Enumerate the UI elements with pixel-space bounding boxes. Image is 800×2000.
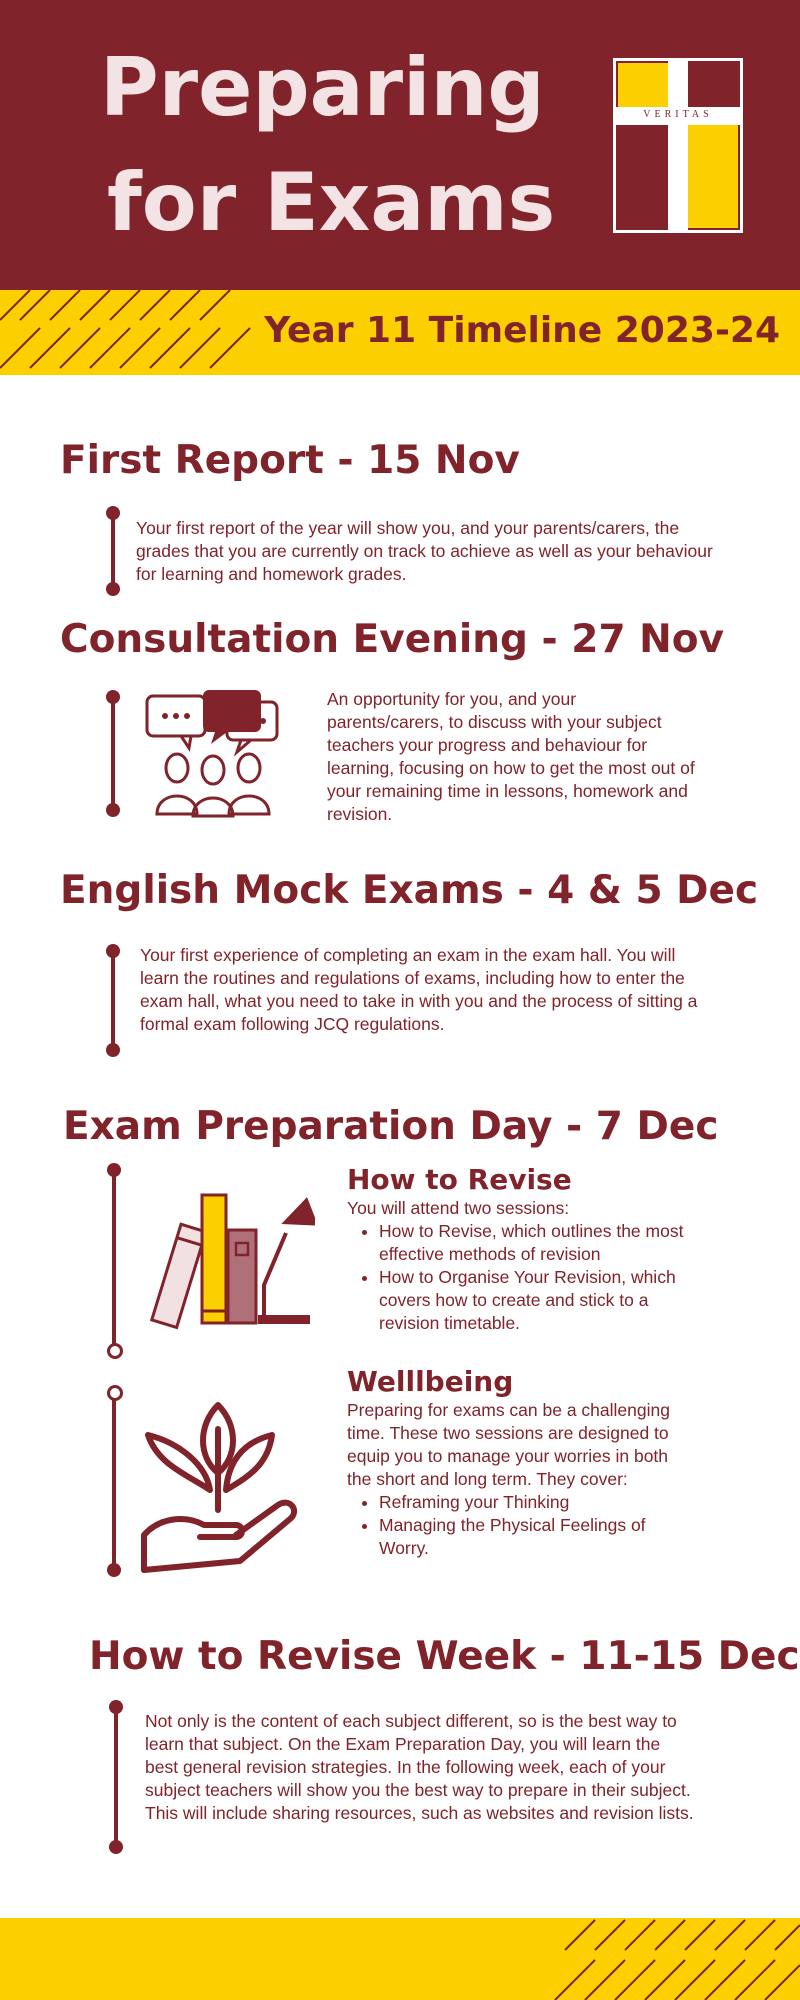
bullet-list [347,1220,702,1335]
timeline-subtitle: Year 11 Timeline 2023-24 [264,310,780,351]
subheading-wellbeing: Welllbeing [347,1365,514,1398]
block-intro: Preparing for exams can be a challenging time. These two sessions are designed to equip you to manage your worries in both the short and long term. They cover: [347,1400,670,1489]
block-body-how-to-revise [347,1197,702,1335]
timeline-dot [109,1700,123,1714]
list-item: • Reframing your Thinking [379,1491,677,1514]
parents-meeting-icon [145,688,285,818]
bullet-list [347,1491,677,1560]
diagonal-stripes-decoration [0,290,260,375]
timeline-line [112,1392,116,1572]
timeline-hollow-dot [107,1343,123,1359]
timeline-dot [106,944,120,958]
school-crest-logo [613,58,743,233]
section-body-english-mock: Your first experience of completing an exam in the exam hall. You will learn the routines and regulations of exams, including how to enter the exam hall, what you need to take in with you and the process of sitting a formal exam following JCQ regulations. [140,945,698,1034]
page-title-line2: for Exams [107,156,556,249]
section-body-consultation: An opportunity for you, and your parents/carers, to discuss with your subject teachers your progress and behaviour for learning, focusing on how to get the most out of your remaining time in lessons, homework and revision. [327,689,695,824]
timeline-line [111,512,115,588]
timeline-line [111,697,115,809]
timeline-line [112,1170,116,1350]
block-intro: You will attend two sessions: [347,1198,570,1218]
crest-text: VERITAS [643,109,713,120]
section-heading-exam-prep-day: Exam Preparation Day - 7 Dec [63,1104,719,1149]
timeline-hollow-dot [107,1385,123,1401]
hand-plant-icon [140,1385,310,1575]
books-lamp-icon [140,1185,315,1330]
section-heading-first-report: First Report - 15 Nov [60,438,520,483]
timeline-dot [106,582,120,596]
timeline-line [111,950,115,1050]
footer-band [0,1918,800,2000]
timeline-dot [109,1840,123,1854]
section-heading-english-mock: English Mock Exams - 4 & 5 Dec [60,868,759,913]
header-banner [0,0,800,290]
block-body-wellbeing [347,1399,677,1560]
timeline-dot [106,1043,120,1057]
list-item: • How to Revise, which outlines the most effective methods of revision [379,1220,702,1266]
list-item: • How to Organise Your Revision, which covers how to create and stick to a revision timetable. [379,1266,702,1335]
timeline-dot [106,690,120,704]
timeline-dot [106,506,120,520]
page-title-line1: Preparing [100,41,545,134]
section-body-revise-week: Not only is the content of each subject different, so is the best way to learn that subject. On the Exam Preparation Day, you will learn the best general revision strategies. In the following week, each of your subject teachers will show you the best way to prepare in their subject. This will include sharing resources, such as websites and revision lists. [145,1711,694,1823]
section-heading-consultation: Consultation Evening - 27 Nov [60,617,725,662]
subheading-how-to-revise: How to Revise [347,1163,572,1196]
timeline-band [0,290,800,375]
section-body-first-report: Your first report of the year will show you, and your parents/carers, the grades that you are currently on track to achieve as well as your behaviour for learning and homework grades. [136,518,713,584]
timeline-dot [107,1163,121,1177]
timeline-line [114,1707,118,1847]
timeline-dot [107,1563,121,1577]
list-item: • Managing the Physical Feelings of Worry. [379,1514,677,1560]
timeline-dot [106,803,120,817]
diagonal-stripes-decoration [550,1918,800,2000]
section-heading-revise-week: How to Revise Week - 11-15 Dec [89,1634,800,1679]
